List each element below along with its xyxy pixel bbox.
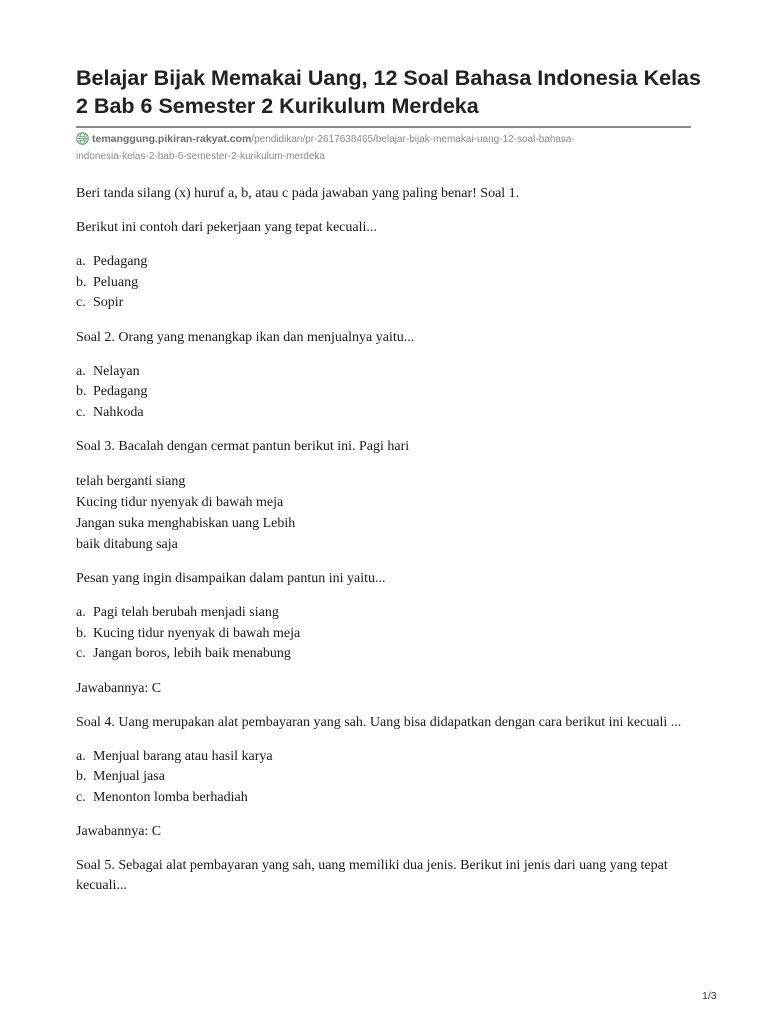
question-4: Soal 4. Uang merupakan alat pembayaran yang sah. Uang bisa didapatkan dengan cara berikut ini kecuali ... [76,714,682,730]
title-divider [76,126,691,128]
option-item: b. Menjual jasa [76,769,165,784]
question-4-options [76,747,696,809]
globe-icon [76,132,89,150]
option-item: c. Nahkoda [76,404,144,420]
source-url[interactable] [76,132,676,164]
pantun-line: Jangan suka menghabiskan uang Lebih [76,516,296,531]
pantun-line: baik ditabung saja [76,537,178,552]
question-2: Soal 2. Orang yang menangkap ikan dan menjualnya yaitu... [76,329,415,345]
question-3-options [76,603,696,665]
question-5: Soal 5. Sebagai alat pembayaran yang sah, uang memiliki dua jenis. Berikut ini jenis dari uang yang tepat kecuali... [76,858,668,893]
pantun-line: Kucing tidur nyenyak di bawah meja [76,495,284,510]
question-3: Pesan yang ingin disampaikan dalam pantun ini yaitu... [76,571,386,586]
page-number: 1/3 [702,990,717,1002]
option-item: c. Menonton lomba berhadiah [76,789,248,805]
pantun-block [76,471,696,555]
option-item: b. Peluang [76,274,139,290]
option-item: a. Menjual barang atau hasil karya [76,748,273,764]
source-domain[interactable]: temanggung.pikiran-rakyat.com [92,133,252,145]
answer-4: Jawabannya: C [76,824,162,839]
option-item: b. Pedagang [76,384,148,399]
option-item: b. Kucing tidur nyenyak di bawah meja [76,625,301,641]
question-3-intro: Soal 3. Bacalah dengan cermat pantun berikut ini. Pagi hari [76,439,410,454]
question-1-options [76,252,696,314]
question-1: Berikut ini contoh dari pekerjaan yang tepat kecuali... [76,220,377,235]
option-item: a. Pagi telah berubah menjadi siang [76,605,279,620]
pantun-line: telah berganti siang [76,474,186,489]
answer-3: Jawabannya: C [76,680,162,696]
article-body [76,184,696,896]
option-item: c. Sopir [76,295,124,310]
option-item: a. Pedagang [76,254,148,269]
source-path-line-2[interactable]: indonesia-kelas-2-bab-6-semester-2-kurikulum-merdeka [76,151,325,162]
question-2-options [76,362,696,424]
source-path-line-1[interactable]: /pendidikan/pr-2617638465/belajar-bijak-memakai-uang-12-soal-bahasa- [251,134,575,145]
article-title: Belajar Bijak Memakai Uang, 12 Soal Bahasa Indonesia Kelas 2 Bab 6 Semester 2 Kurikulum Merdeka [76,66,701,118]
instruction-text: Beri tanda silang (x) huruf a, b, atau c pada jawaban yang paling benar! Soal 1. [76,186,520,201]
option-item: a. Nelayan [76,363,140,379]
option-item: c. Jangan boros, lebih baik menabung [76,646,291,661]
